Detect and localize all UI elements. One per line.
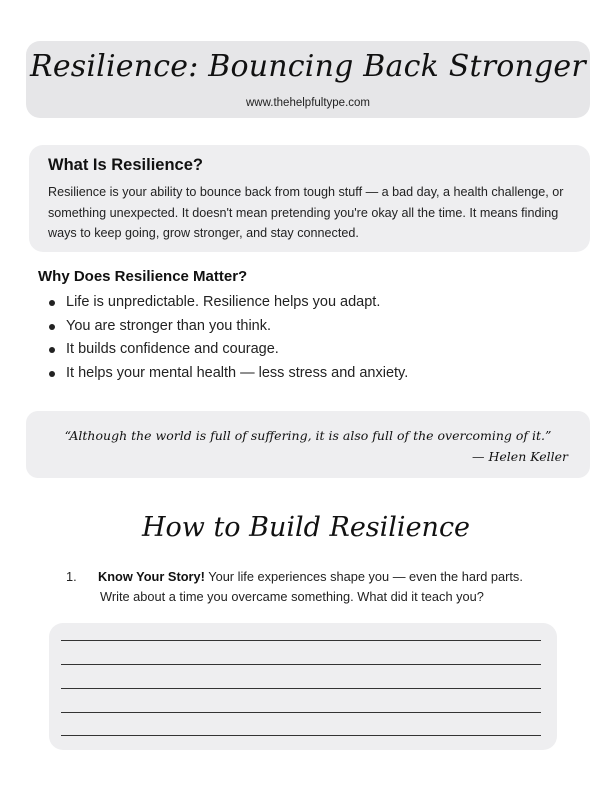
quote-text: “Although the world is full of suffering, it is also full of the overcoming of it.” [64,428,552,443]
writing-line[interactable] [61,664,541,665]
why-heading: Why Does Resilience Matter? [38,268,248,285]
list-item [48,315,408,339]
list-item-text: You are stronger than you think. [66,317,272,334]
list-item-text: It builds confidence and courage. [66,341,279,357]
list-item-text: It helps your mental health — less stress and anxiety. [66,364,409,381]
writing-area[interactable] [49,623,557,750]
writing-line[interactable] [61,640,541,641]
why-list [48,291,408,385]
list-item [48,338,408,362]
section-title: How to Build Resilience [141,512,471,543]
what-heading: What Is Resilience? [48,156,203,174]
step-text-1: Your life experiences shape you — even the hard parts. [204,569,523,584]
list-item [48,291,408,315]
quote-author: — Helen Keller [472,449,568,464]
page-title: Resilience: Bouncing Back Stronger [30,49,586,84]
step-title: Know Your Story! [98,569,205,584]
writing-line[interactable] [61,688,541,689]
step-line-1 [98,567,568,587]
step-number: 1. [66,569,77,584]
bullet-icon [49,324,55,330]
writing-line[interactable] [61,735,541,736]
list-item-text: Life is unpredictable. Resilience helps you adapt. [66,294,381,310]
bullet-icon [49,300,55,306]
quote-box [26,411,590,478]
step-text-2: Write about a time you overcame something. What did it teach you? [100,589,484,604]
what-body: Resilience is your ability to bounce back from tough stuff — a bad day, a health challenge, or something unexpected. It doesn't mean pretending you're okay all the time. It means finding ways to keep going, grow stronger, and stay connected. [48,185,564,240]
list-item [48,362,408,386]
writing-line[interactable] [61,712,541,713]
what-is-resilience-box [29,145,590,252]
bullet-icon [49,371,55,377]
website-url: www.thehelpfultype.com [245,97,370,109]
bullet-icon [49,347,55,353]
title-banner [26,41,590,118]
